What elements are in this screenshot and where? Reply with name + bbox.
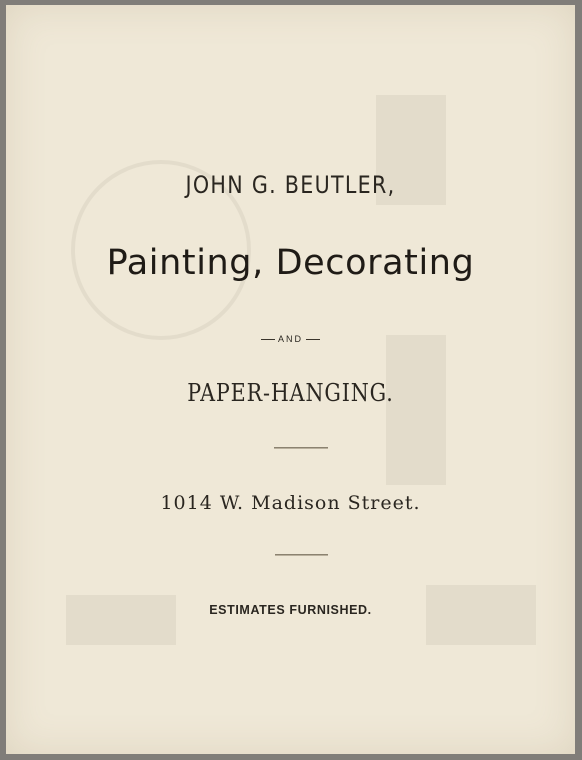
document-page bbox=[6, 5, 575, 754]
proprietor-name: JOHN G. BEUTLER, bbox=[185, 171, 396, 199]
divider-rule bbox=[274, 447, 328, 449]
paper-hanging-heading: PAPER-HANGING. bbox=[187, 379, 394, 407]
divider-rule bbox=[275, 554, 328, 556]
estimates-note: ESTIMATES FURNISHED. bbox=[209, 603, 372, 617]
connector-dash-left bbox=[261, 339, 275, 340]
trade-heading: Painting, Decorating bbox=[106, 243, 475, 283]
and-connector bbox=[6, 330, 575, 344]
connector-dash-right bbox=[306, 339, 320, 340]
connector-word: AND bbox=[277, 334, 303, 345]
street-address: 1014 W. Madison Street. bbox=[160, 492, 421, 514]
